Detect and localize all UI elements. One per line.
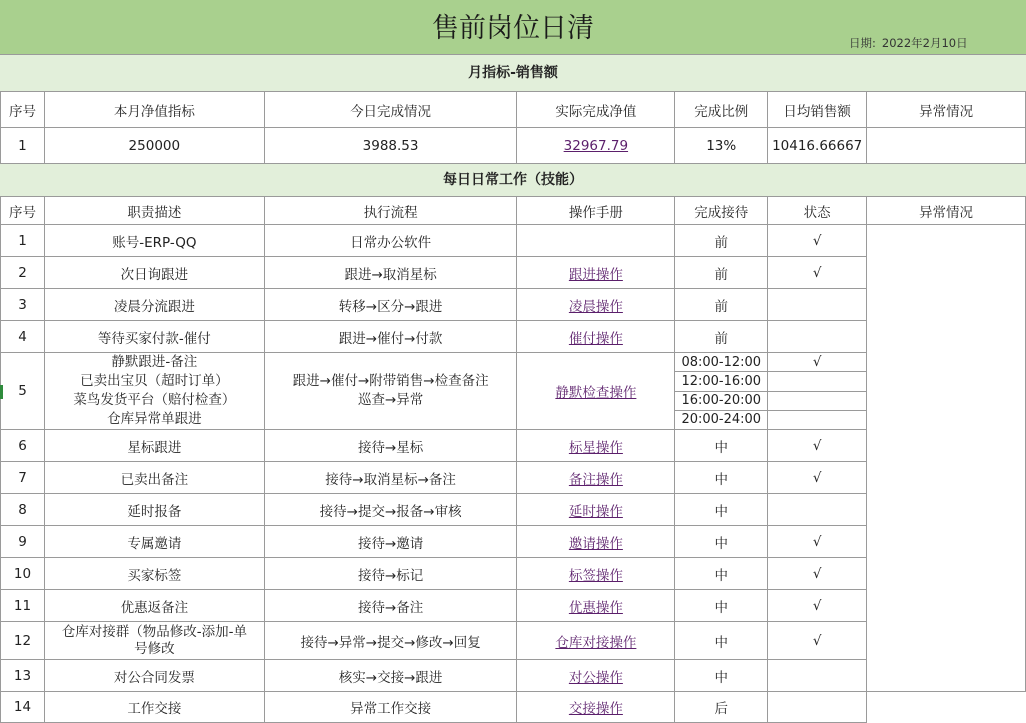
process-line: 巡查→异常 <box>357 392 424 408</box>
cell-manual-link[interactable]: 跟进操作 <box>517 257 675 289</box>
cell-status[interactable] <box>768 289 867 321</box>
cell-status[interactable]: √ <box>768 462 867 494</box>
cell-status[interactable]: √ <box>768 257 867 289</box>
cell-manual-link[interactable]: 凌晨操作 <box>517 289 675 321</box>
col-header: 状态 <box>768 197 867 225</box>
cell-manual-link[interactable]: 邀请操作 <box>517 526 675 558</box>
cell-no[interactable]: 1 <box>1 128 45 164</box>
cell-duty[interactable]: 优惠返备注 <box>44 590 264 622</box>
cell-process[interactable]: 跟进→取消星标 <box>264 257 517 289</box>
col-header: 序号 <box>1 197 45 225</box>
cell-duty[interactable]: 对公合同发票 <box>44 660 264 692</box>
cell-reception[interactable]: 中 <box>675 462 768 494</box>
cell-process[interactable]: 接待→星标 <box>264 430 517 462</box>
cell-time-slot[interactable]: 20:00-24:00 <box>675 410 768 429</box>
col-header: 异常情况 <box>867 197 1026 225</box>
cell-status[interactable] <box>768 494 867 526</box>
cell-reception[interactable]: 中 <box>675 622 768 660</box>
table-row <box>1 225 1026 257</box>
cell-manual-link[interactable]: 对公操作 <box>517 660 675 692</box>
cell-exception-merged[interactable] <box>867 225 1026 692</box>
duty-line: 号修改 <box>134 640 175 657</box>
cell-process[interactable]: 接待→取消星标→备注 <box>264 462 517 494</box>
monthly-data-row <box>1 128 1026 164</box>
col-header: 日均销售额 <box>768 92 867 128</box>
cell-reception[interactable]: 中 <box>675 526 768 558</box>
duty-line: 已卖出宝贝（超时订单） <box>80 373 229 389</box>
daily-table <box>0 196 1026 723</box>
cell-reception[interactable]: 中 <box>675 494 768 526</box>
cell-manual-link[interactable]: 备注操作 <box>517 462 675 494</box>
cell-no[interactable]: 3 <box>1 289 45 321</box>
col-header: 完成接待 <box>675 197 768 225</box>
cell-manual-link[interactable]: 优惠操作 <box>517 590 675 622</box>
cell-reception[interactable]: 后 <box>675 692 768 723</box>
cell-no[interactable]: 7 <box>1 462 45 494</box>
col-header: 执行流程 <box>264 197 517 225</box>
col-header: 完成比例 <box>675 92 768 128</box>
cell-reception[interactable]: 中 <box>675 430 768 462</box>
cell-time-slot[interactable]: 12:00-16:00 <box>675 372 768 391</box>
cell-manual-link[interactable]: 标星操作 <box>517 430 675 462</box>
date-label: 日期: <box>849 36 876 50</box>
cell-no[interactable]: 12 <box>1 622 45 660</box>
cell-manual-link[interactable]: 催付操作 <box>517 321 675 353</box>
cell-duty-multiline[interactable] <box>44 353 264 430</box>
cell-process[interactable]: 接待→标记 <box>264 558 517 590</box>
cell-duty[interactable]: 工作交接 <box>44 692 264 723</box>
cell-daily-avg[interactable]: 10416.66667 <box>768 128 867 164</box>
cell-time-slot[interactable]: 08:00-12:00 <box>675 353 768 372</box>
cell-today[interactable]: 3988.53 <box>264 128 517 164</box>
cell-process[interactable]: 接待→备注 <box>264 590 517 622</box>
col-header: 职责描述 <box>44 197 264 225</box>
monthly-section-title: 月指标-销售额 <box>0 55 1026 92</box>
date-value: 2022年2月10日 <box>881 36 968 50</box>
col-header: 实际完成净值 <box>517 92 675 128</box>
cell-no[interactable]: 9 <box>1 526 45 558</box>
cell-no[interactable]: 5 <box>1 353 45 430</box>
cell-reception[interactable]: 前 <box>675 289 768 321</box>
duty-line: 静默跟进-备注 <box>111 354 198 370</box>
cell-process-multiline[interactable] <box>264 353 517 430</box>
monthly-header-row <box>1 92 1026 128</box>
cell-duty[interactable]: 次日询跟进 <box>44 257 264 289</box>
cell-manual[interactable] <box>517 225 675 257</box>
cell-status[interactable]: √ <box>768 225 867 257</box>
monthly-table <box>0 91 1026 164</box>
table-row <box>1 692 1026 723</box>
duty-line: 仓库对接群（物品修改-添加-单 <box>61 623 247 640</box>
page-title: 售前岗位日清 <box>432 13 594 44</box>
cell-time-slot[interactable]: 16:00-20:00 <box>675 391 768 410</box>
cell-duty[interactable]: 等待买家付款-催付 <box>44 321 264 353</box>
col-header: 今日完成情况 <box>264 92 517 128</box>
cell-status[interactable] <box>768 410 867 429</box>
cell-process[interactable]: 接待→邀请 <box>264 526 517 558</box>
cell-status[interactable]: √ <box>768 353 867 372</box>
cell-reception[interactable]: 中 <box>675 660 768 692</box>
cell-no[interactable]: 10 <box>1 558 45 590</box>
cell-status[interactable] <box>768 692 867 723</box>
cell-reception[interactable]: 前 <box>675 257 768 289</box>
cell-no[interactable]: 2 <box>1 257 45 289</box>
cell-status[interactable] <box>768 372 867 391</box>
daily-header-row <box>1 197 1026 225</box>
duty-line: 仓库异常单跟进 <box>107 411 202 427</box>
cell-duty[interactable]: 账号-ERP-QQ <box>44 225 264 257</box>
cell-reception[interactable]: 中 <box>675 558 768 590</box>
cell-actual-link[interactable]: 32967.79 <box>517 128 675 164</box>
cell-process[interactable]: 转移→区分→跟进 <box>264 289 517 321</box>
cell-status[interactable]: √ <box>768 622 867 660</box>
cell-no[interactable]: 6 <box>1 430 45 462</box>
cell-duty-multiline[interactable] <box>44 622 264 660</box>
cell-status[interactable] <box>768 660 867 692</box>
cell-status[interactable]: √ <box>768 526 867 558</box>
cell-status[interactable]: √ <box>768 590 867 622</box>
cell-manual-link[interactable]: 静默检查操作 <box>517 353 675 430</box>
cell-process[interactable]: 接待→提交→报备→审核 <box>264 494 517 526</box>
cell-manual-link[interactable]: 标签操作 <box>517 558 675 590</box>
cell-status[interactable] <box>768 391 867 410</box>
cell-duty[interactable]: 买家标签 <box>44 558 264 590</box>
cell-duty[interactable]: 已卖出备注 <box>44 462 264 494</box>
cell-manual-link[interactable]: 交接操作 <box>517 692 675 723</box>
cell-duty[interactable]: 延时报备 <box>44 494 264 526</box>
cell-manual-link[interactable]: 仓库对接操作 <box>517 622 675 660</box>
col-header: 操作手册 <box>517 197 675 225</box>
cell-status[interactable]: √ <box>768 558 867 590</box>
cell-no[interactable]: 11 <box>1 590 45 622</box>
cell-status[interactable] <box>768 321 867 353</box>
col-header: 本月净值指标 <box>44 92 264 128</box>
cell-process[interactable]: 跟进→催付→付款 <box>264 321 517 353</box>
cell-no[interactable]: 1 <box>1 225 45 257</box>
cell-reception[interactable]: 前 <box>675 225 768 257</box>
date-display <box>849 35 968 51</box>
cell-manual-link[interactable]: 延时操作 <box>517 494 675 526</box>
process-line: 跟进→催付→附带销售→检查备注 <box>292 373 489 389</box>
cell-no[interactable]: 8 <box>1 494 45 526</box>
cell-no[interactable]: 4 <box>1 321 45 353</box>
cell-exception[interactable] <box>867 128 1026 164</box>
cell-duty[interactable]: 专属邀请 <box>44 526 264 558</box>
cell-status[interactable]: √ <box>768 430 867 462</box>
cell-no[interactable]: 14 <box>1 692 45 723</box>
cell-ratio[interactable]: 13% <box>675 128 768 164</box>
cell-no[interactable]: 13 <box>1 660 45 692</box>
col-header: 异常情况 <box>867 92 1026 128</box>
cell-process[interactable]: 核实→交接→跟进 <box>264 660 517 692</box>
cell-target[interactable]: 250000 <box>44 128 264 164</box>
daily-section-title: 每日日常工作（技能） <box>0 164 1026 197</box>
cell-reception[interactable]: 前 <box>675 321 768 353</box>
cell-duty[interactable]: 星标跟进 <box>44 430 264 462</box>
cell-duty[interactable]: 凌晨分流跟进 <box>44 289 264 321</box>
col-header: 序号 <box>1 92 45 128</box>
cell-process[interactable]: 接待→异常→提交→修改→回复 <box>264 622 517 660</box>
duty-line: 菜鸟发货平台（赔付检查） <box>73 392 236 408</box>
cell-process[interactable]: 日常办公软件 <box>264 225 517 257</box>
cell-process[interactable]: 异常工作交接 <box>264 692 517 723</box>
row-selection-marker <box>0 385 3 399</box>
cell-reception[interactable]: 中 <box>675 590 768 622</box>
